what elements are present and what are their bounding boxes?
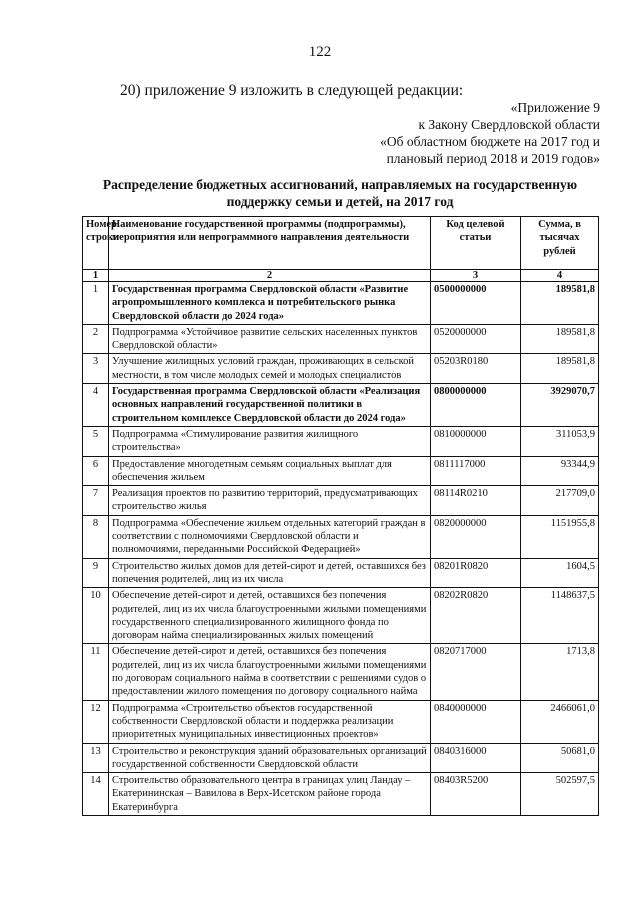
row-number: 11 [83,644,109,700]
row-sum: 1713,8 [521,644,599,700]
document-title [70,176,610,210]
table-row [83,426,599,456]
row-code: 0840000000 [431,700,521,743]
row-code: 0520000000 [431,324,521,354]
row-code: 0820717000 [431,644,521,700]
row-number: 1 [83,282,109,325]
row-sum: 3929070,7 [521,384,599,427]
row-name: Государственная программа Свердловской области «Реализация основных направлений государственной политики в строительном комплексе Свердловской области до 2024 года» [109,384,431,427]
row-sum: 93344,9 [521,456,599,486]
table-row [83,486,599,516]
row-code: 0810000000 [431,426,521,456]
row-number: 13 [83,743,109,773]
row-number: 8 [83,515,109,558]
row-sum: 1148637,5 [521,588,599,644]
row-name: Строительство образовательного центра в границах улиц Ландау – Екатерининская – Вавилова в Верх-Исетском районе города Екатеринбурга [109,773,431,816]
row-sum: 2466061,0 [521,700,599,743]
appendix-line-2: к Закону Свердловской области [418,117,600,132]
row-sum: 189581,8 [521,324,599,354]
row-number: 14 [83,773,109,816]
row-code: 0820000000 [431,515,521,558]
table-row [83,773,599,816]
page-number: 122 [308,44,332,60]
row-code: 0500000000 [431,282,521,325]
row-code: 08201R0820 [431,558,521,588]
row-sum: 189581,8 [521,354,599,384]
appendix-line-3: «Об областном бюджете на 2017 год и [380,134,600,149]
title-line-2: поддержку семьи и детей, на 2017 год [226,194,454,209]
table-row [83,324,599,354]
row-name: Реализация проектов по развитию территорий, предусматривающих строительство жилья [109,486,431,516]
row-code: 0811117000 [431,456,521,486]
row-name: Подпрограмма «Обеспечение жильем отдельных категорий граждан в соответствии с полномочиями Свердловской области и полномочиями, переданными Российской Федерацией» [109,515,431,558]
table-row [83,588,599,644]
row-name: Строительство жилых домов для детей-сирот и детей, оставшихся без попечения родителей, лиц из их числа [109,558,431,588]
header-code: Код целевой статьи [431,217,521,270]
row-number: 5 [83,426,109,456]
appendix-line-1: «Приложение 9 [510,100,600,115]
column-number: 2 [109,270,431,282]
row-sum: 311053,9 [521,426,599,456]
header-row-number: Номер строки [83,217,109,270]
row-name: Подпрограмма «Устойчивое развитие сельских населенных пунктов Свердловской области» [109,324,431,354]
row-name: Строительство и реконструкция зданий образовательных организаций государственной собственности Свердловской области [109,743,431,773]
column-number: 4 [521,270,599,282]
row-number: 3 [83,354,109,384]
row-name: Подпрограмма «Стимулирование развития жилищного строительства» [109,426,431,456]
row-number: 10 [83,588,109,644]
row-name: Предоставление многодетным семьям социальных выплат для обеспечения жильем [109,456,431,486]
row-sum: 1604,5 [521,558,599,588]
header-sum: Сумма, в тысячах рублей [521,217,599,270]
row-number: 2 [83,324,109,354]
intro-text: 20) приложение 9 изложить в следующей редакции: [120,82,464,99]
table-row [83,515,599,558]
row-name: Улучшение жилищных условий граждан, проживающих в сельской местности, в том числе молодых семей и молодых специалистов [109,354,431,384]
row-number: 7 [83,486,109,516]
row-sum: 1151955,8 [521,515,599,558]
table-row [83,282,599,325]
table-row [83,354,599,384]
row-number: 6 [83,456,109,486]
row-name: Подпрограмма «Строительство объектов государственной собственности Свердловской области и поддержка реализации приоритетных муниципальных инвестиционных проектов» [109,700,431,743]
row-sum: 217709,0 [521,486,599,516]
header-name: Наименование государственной программы (подпрограммы), мероприятия или непрограммного направления деятельности [109,217,431,270]
appendix-line-4: плановый период 2018 и 2019 годов» [386,151,600,166]
row-name: Государственная программа Свердловской области «Развитие агропромышленного комплекса и потребительского рынка Свердловской области до 2024 года» [109,282,431,325]
table-row [83,558,599,588]
row-name: Обеспечение детей-сирот и детей, оставшихся без попечения родителей, лиц из их числа благоустроенными жилыми помещениями государственного специализированного жилищного фонда по договорам найма специализированных жилых помещений [109,588,431,644]
row-number: 12 [83,700,109,743]
table-row [83,743,599,773]
row-name: Обеспечение детей-сирот и детей, оставшихся без попечения родителей, лиц из их числа благоустроенными жилыми помещениями по договорам социального найма в соответствии с решениями судов о предоставлении жилого помещения по договору социального найма [109,644,431,700]
budget-table [82,216,599,816]
appendix-header [380,99,600,167]
column-number: 1 [83,270,109,282]
title-line-1: Распределение бюджетных ассигнований, направляемых на государственную [102,177,578,192]
table-row [83,456,599,486]
table-row [83,700,599,743]
row-number: 9 [83,558,109,588]
row-sum: 50681,0 [521,743,599,773]
row-sum: 189581,8 [521,282,599,325]
row-code: 08114R0210 [431,486,521,516]
row-sum: 502597,5 [521,773,599,816]
column-number: 3 [431,270,521,282]
row-code: 0800000000 [431,384,521,427]
table-header-row [83,217,599,270]
row-code: 0840316000 [431,743,521,773]
row-number: 4 [83,384,109,427]
row-code: 08403R5200 [431,773,521,816]
row-code: 05203R0180 [431,354,521,384]
table-row [83,644,599,700]
row-code: 08202R0820 [431,588,521,644]
column-numbering-row [83,270,599,282]
table-row [83,384,599,427]
